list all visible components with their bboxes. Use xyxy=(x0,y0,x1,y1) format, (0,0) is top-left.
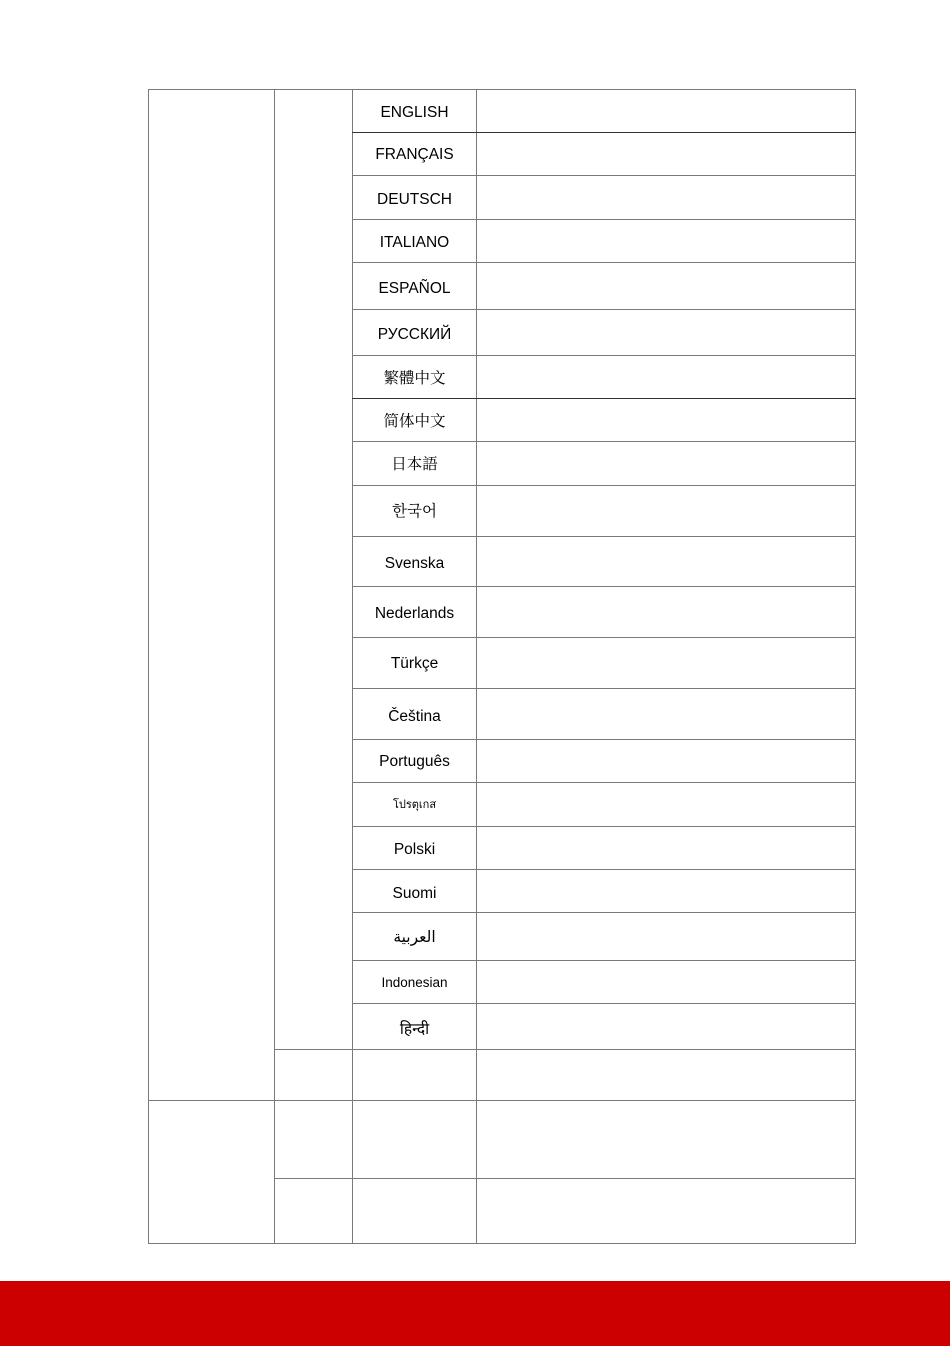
row-divider xyxy=(352,826,856,827)
language-option: Nederlands xyxy=(374,605,455,623)
language-option: 简体中文 xyxy=(383,413,446,431)
language-option: Svenska xyxy=(384,555,445,573)
row-divider xyxy=(352,441,856,442)
language-option: हिन्दी xyxy=(399,1021,430,1039)
language-option: Čeština xyxy=(388,708,441,726)
language-option: FRANÇAIS xyxy=(375,146,454,164)
language-option: ENGLISH xyxy=(380,104,449,122)
language-option: РУССКИЙ xyxy=(377,326,452,344)
row-divider xyxy=(352,739,856,740)
language-option: 繁體中文 xyxy=(383,370,446,388)
language-option: Suomi xyxy=(392,885,437,903)
row-divider xyxy=(352,536,856,537)
language-option: Português xyxy=(379,753,450,771)
row-divider xyxy=(352,960,856,961)
table-border-top xyxy=(148,89,856,90)
row-divider xyxy=(352,782,856,783)
row-divider xyxy=(352,219,856,220)
row-divider xyxy=(352,869,856,870)
language-option: العربية xyxy=(393,929,436,947)
language-option: DEUTSCH xyxy=(377,191,452,209)
row-divider xyxy=(274,1178,856,1179)
language-option: 한국어 xyxy=(392,503,437,521)
row-divider xyxy=(352,586,856,587)
language-option: ITALIANO xyxy=(379,234,450,252)
row-divider xyxy=(352,132,856,133)
row-divider xyxy=(352,309,856,310)
row-divider xyxy=(352,262,856,263)
footer-bar xyxy=(0,1281,950,1346)
language-option: ESPAÑOL xyxy=(378,280,451,298)
row-divider xyxy=(352,912,856,913)
row-divider xyxy=(352,398,856,399)
row-divider xyxy=(352,637,856,638)
row-divider xyxy=(352,485,856,486)
row-divider xyxy=(352,355,856,356)
row-divider xyxy=(352,688,856,689)
table-border-left xyxy=(148,89,149,1244)
language-option: Türkçe xyxy=(390,655,439,673)
language-option: โปรตุเกส xyxy=(392,798,437,811)
section-divider xyxy=(148,1100,856,1101)
row-divider xyxy=(352,1003,856,1004)
language-option: Polski xyxy=(393,841,436,859)
language-option: 日本語 xyxy=(391,456,438,474)
language-option: Indonesian xyxy=(381,975,448,991)
column-divider-1 xyxy=(274,89,275,1244)
row-divider xyxy=(352,175,856,176)
table-border-bottom xyxy=(148,1243,856,1244)
